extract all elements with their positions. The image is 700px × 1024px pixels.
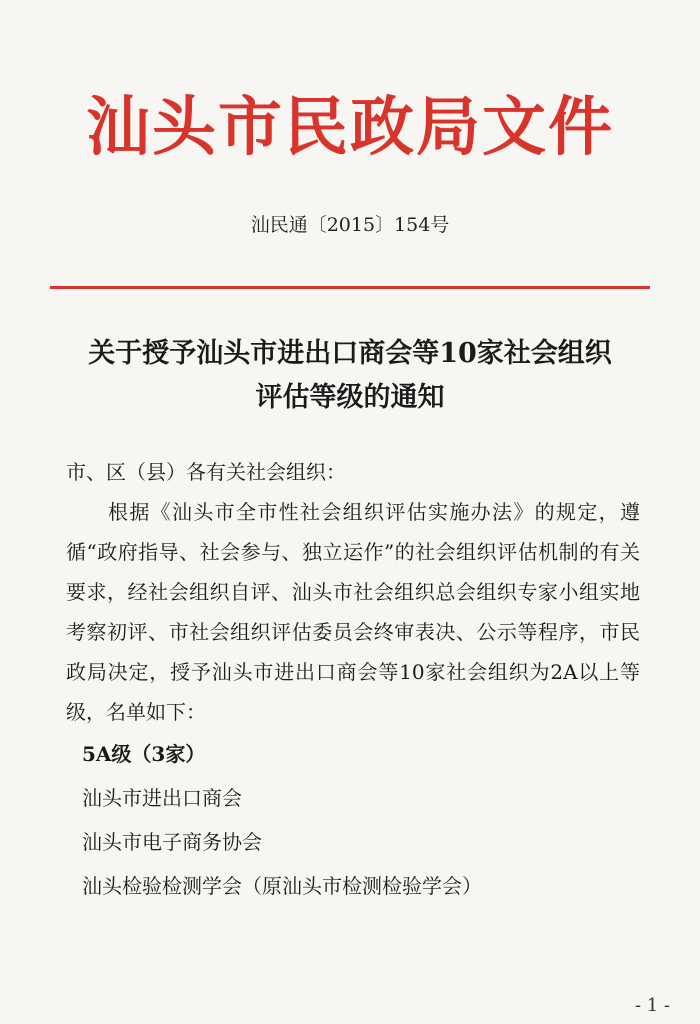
list-item: 汕头市电子商务协会 xyxy=(82,830,262,854)
notice-title-line2: 评估等级的通知 xyxy=(255,382,445,413)
page-number: - 1 - xyxy=(634,995,670,1016)
notice-title-line1: 关于授予汕头市进出口商会等10家社会组织 xyxy=(88,338,612,369)
main-paragraph: 根据《汕头市全市性社会组织评估实施办法》的规定，遵循“政府指导、社会参与、独立运作”的社会组织评估机制的有关要求，经社会组织自评、汕头市社会组织总会组织专家小组实地考察初评、市社会组织评估委员会终审表决、公示等程序，市民政局决定，授予汕头市进出口商会等10家社会组织为2A以上等级，名单如下： xyxy=(66,500,640,724)
grade-heading-5a: 5A级（3家） xyxy=(82,742,206,766)
organization-list xyxy=(66,776,640,908)
list-item: 汕头检验检测学会（原汕头市检测检验学会） xyxy=(82,874,482,898)
list-item: 汕头市进出口商会 xyxy=(82,786,242,810)
salutation: 市、区（县）各有关社会组织： xyxy=(66,460,346,484)
red-divider-line xyxy=(50,286,650,289)
notice-body xyxy=(66,452,640,908)
document-number: 汕民通〔2015〕154号 xyxy=(250,214,450,236)
notice-title xyxy=(30,332,670,420)
issuer-header-title: 汕头市民政局文件 xyxy=(86,90,614,165)
